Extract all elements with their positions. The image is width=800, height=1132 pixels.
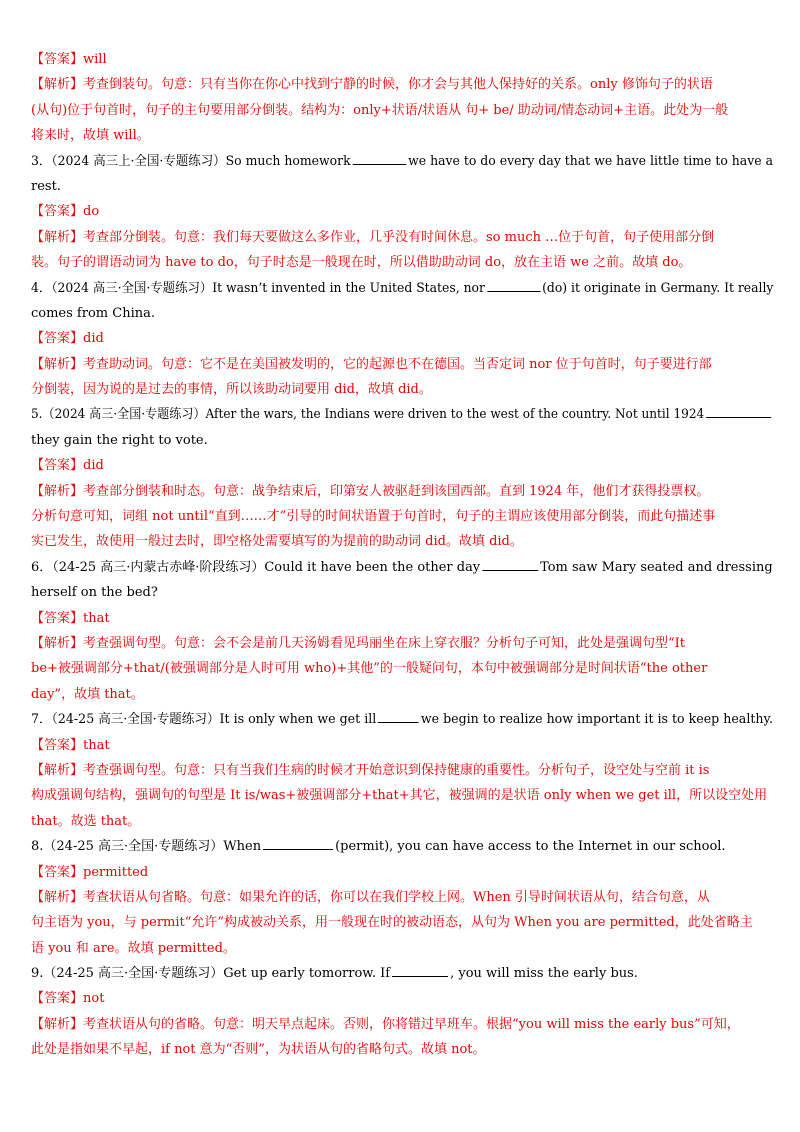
line-text: 3．（2024 高三上·全国·专题练习）So much homework bbox=[31, 153, 351, 169]
line-text: 【解析】考查强调句型。句意：会不会是前几天汤姆看见玛丽坐在床上穿衣服？分析句子可知，此处是强调句型“It bbox=[31, 635, 686, 651]
line-text: 【解析】考查倒装句。句意：只有当你在你心中找到宁静的时候，你才会与其他人保持好的关系。only 修饰句子的状语 bbox=[31, 77, 713, 93]
analysis-line-continued bbox=[31, 250, 773, 275]
analysis-line-continued bbox=[31, 98, 773, 123]
line-text: 装。句子的谓语动词为 have to do，句子时态是一般现在时，所以借助助动词 do，放在主语 we 之前。故填 do。 bbox=[31, 255, 692, 271]
line-text-after-blank: we begin to realize how important it is to keep healthy. bbox=[420, 712, 773, 728]
analysis-line-continued bbox=[31, 377, 773, 402]
line-text: 9.（24-25 高三·全国·专题练习）Get up early tomorrow. If bbox=[31, 966, 391, 982]
answer-line bbox=[31, 986, 773, 1011]
question-text-line bbox=[31, 301, 773, 326]
line-text: 【解析】考查部分倒装和时态。句意：战争结束后，印第安人被驱赶到该国西部。直到 1924 年，他们才获得投票权。 bbox=[31, 483, 710, 499]
analysis-line-continued bbox=[31, 123, 773, 148]
line-text: 【答案】did bbox=[31, 331, 104, 347]
line-text: 语 you 和 are。故填 permitted。 bbox=[31, 940, 236, 956]
answer-line bbox=[31, 733, 773, 758]
analysis-line-continued bbox=[31, 529, 773, 554]
analysis-line-continued bbox=[31, 682, 773, 707]
answer-blank bbox=[706, 405, 771, 418]
question-text-line bbox=[31, 834, 773, 859]
answer-blank bbox=[378, 710, 419, 723]
line-text: 【解析】考查状语从句省略。句意：如果允许的话，你可以在我们学校上网。When 引导时间状语从句，结合句意，从 bbox=[31, 889, 710, 905]
line-text: they gain the right to vote. bbox=[31, 432, 208, 448]
line-text: 【解析】考查部分倒装。句意：我们每天要做这么多作业，几乎没有时间休息。so much …位于句首，句子使用部分倒 bbox=[31, 229, 715, 245]
line-text: 此处是指如果不早起，if not 意为“否则”，为状语从句的省略句式。故填 not。 bbox=[31, 1042, 486, 1058]
line-text: 【解析】考查强调句型。句意：只有当我们生病的时候才开始意识到保持健康的重要性。分析句子，设空处与空前 it is bbox=[31, 762, 710, 778]
line-text: be+被强调部分+that/(被强调部分是人时可用 who)+其他”的一般疑问句，本句中被强调部分是时间状语“the other bbox=[31, 661, 708, 677]
answer-blank bbox=[487, 279, 540, 292]
line-text: 实已发生，故使用一般过去时，即空格处需要填写的为提前的助动词 did。故填 did。 bbox=[31, 534, 523, 550]
line-text: 6．（24-25 高三·内蒙古赤峰·阶段练习）Could it have been the other day bbox=[31, 559, 481, 575]
analysis-line-continued bbox=[31, 936, 773, 961]
line-text: 分析句意可知，词组 not until“直到……才”引导的时间状语置于句首时，句子的主谓应该使用部分倒装，而此句描述事 bbox=[31, 509, 716, 525]
answer-blank bbox=[482, 558, 538, 571]
answer-line bbox=[31, 606, 773, 631]
question-text-line bbox=[31, 402, 720, 427]
analysis-line bbox=[31, 631, 773, 656]
question-text-line bbox=[31, 276, 774, 301]
line-text-after-blank: (permit), you can have access to the Internet in our school. bbox=[335, 839, 726, 855]
line-text: 【答案】permitted bbox=[31, 864, 149, 880]
line-text: 5.（2024 高三·全国·专题练习）After the wars, the Indians were driven to the west of the country. Not until 1924 bbox=[31, 407, 705, 423]
question-text-line bbox=[31, 961, 773, 986]
line-text: 8.（24-25 高三·全国·专题练习）When bbox=[31, 839, 262, 855]
answer-line bbox=[31, 199, 773, 224]
line-text: 构成强调句结构，强调句的句型是 It is/was+被强调部分+that+其它，被强调的是状语 only when we get ill，所以设空处用 bbox=[31, 788, 768, 804]
line-text-after-blank: Tom saw Mary seated and dressing bbox=[540, 559, 773, 575]
line-text: 【解析】考查助动词。句意：它不是在美国被发明的，它的起源也不在德国。当否定词 nor 位于句首时，句子要进行部 bbox=[31, 356, 712, 372]
line-text-after-blank: (do) it originate in Germany. It really bbox=[542, 280, 774, 296]
answer-blank bbox=[353, 152, 407, 165]
analysis-line-continued bbox=[31, 1037, 773, 1062]
answer-line bbox=[31, 47, 773, 72]
line-text: 【答案】did bbox=[31, 458, 104, 474]
line-text: 将来时，故填 will。 bbox=[31, 128, 150, 144]
analysis-line bbox=[31, 352, 773, 377]
analysis-line-continued bbox=[31, 809, 773, 834]
line-text: 【答案】will bbox=[31, 52, 107, 67]
line-text: (从句)位于句首时，句子的主句要用部分倒装。结构为：only+状语/状语从 句+ be/ 助动词/情态动词+主语。此处为一般 bbox=[31, 102, 729, 118]
question-text-line bbox=[31, 149, 773, 174]
line-text: 【答案】not bbox=[31, 991, 105, 1007]
analysis-line-continued bbox=[31, 656, 773, 681]
line-text: 【答案】that bbox=[31, 610, 110, 626]
line-text: comes from China. bbox=[31, 305, 155, 321]
analysis-line-continued bbox=[31, 783, 773, 808]
analysis-line bbox=[31, 225, 773, 250]
exercise-document bbox=[31, 47, 773, 1063]
question-text-line bbox=[31, 428, 773, 453]
answer-blank bbox=[263, 837, 333, 850]
line-text: 句主语为 you，与 permit“允许”构成被动关系，用一般现在时的被动语态，从句为 When you are permitted，此处省略主 bbox=[31, 915, 753, 931]
analysis-line-continued bbox=[31, 910, 773, 935]
answer-line bbox=[31, 326, 773, 351]
analysis-line bbox=[31, 479, 773, 504]
line-text: that。故选 that。 bbox=[31, 813, 141, 829]
question-text-line bbox=[31, 707, 773, 732]
analysis-line bbox=[31, 758, 773, 783]
line-text-after-blank: we have to do every day that we have little time to have a bbox=[408, 153, 773, 169]
line-text: rest. bbox=[31, 178, 61, 194]
line-text: 7．（24-25 高三·全国·专题练习）It is only when we get ill bbox=[31, 712, 377, 728]
line-text: day”，故填 that。 bbox=[31, 686, 144, 702]
question-text-line bbox=[31, 174, 773, 199]
question-text-line bbox=[31, 555, 772, 580]
question-text-line bbox=[31, 580, 773, 605]
answer-line bbox=[31, 860, 773, 885]
line-text: 【答案】do bbox=[31, 204, 100, 220]
line-text: herself on the bed? bbox=[31, 585, 158, 601]
line-text: 4．（2024 高三·全国·专题练习）It wasn’t invented in the United States, nor bbox=[31, 280, 485, 296]
analysis-line-continued bbox=[31, 504, 773, 529]
analysis-line bbox=[31, 1012, 773, 1037]
line-text-after-blank: , you will miss the early bus. bbox=[450, 966, 638, 982]
answer-line bbox=[31, 453, 773, 478]
answer-blank bbox=[392, 964, 448, 977]
analysis-line bbox=[31, 72, 773, 97]
line-text: 【解析】考查状语从句的省略。句意：明天早点起床。否则，你将错过早班车。根据“you will miss the early bus”可知， bbox=[31, 1016, 740, 1032]
line-text: 【答案】that bbox=[31, 737, 110, 753]
line-text: 分倒装，因为说的是过去的事情，所以该助动词要用 did，故填 did。 bbox=[31, 382, 432, 398]
analysis-line bbox=[31, 885, 773, 910]
